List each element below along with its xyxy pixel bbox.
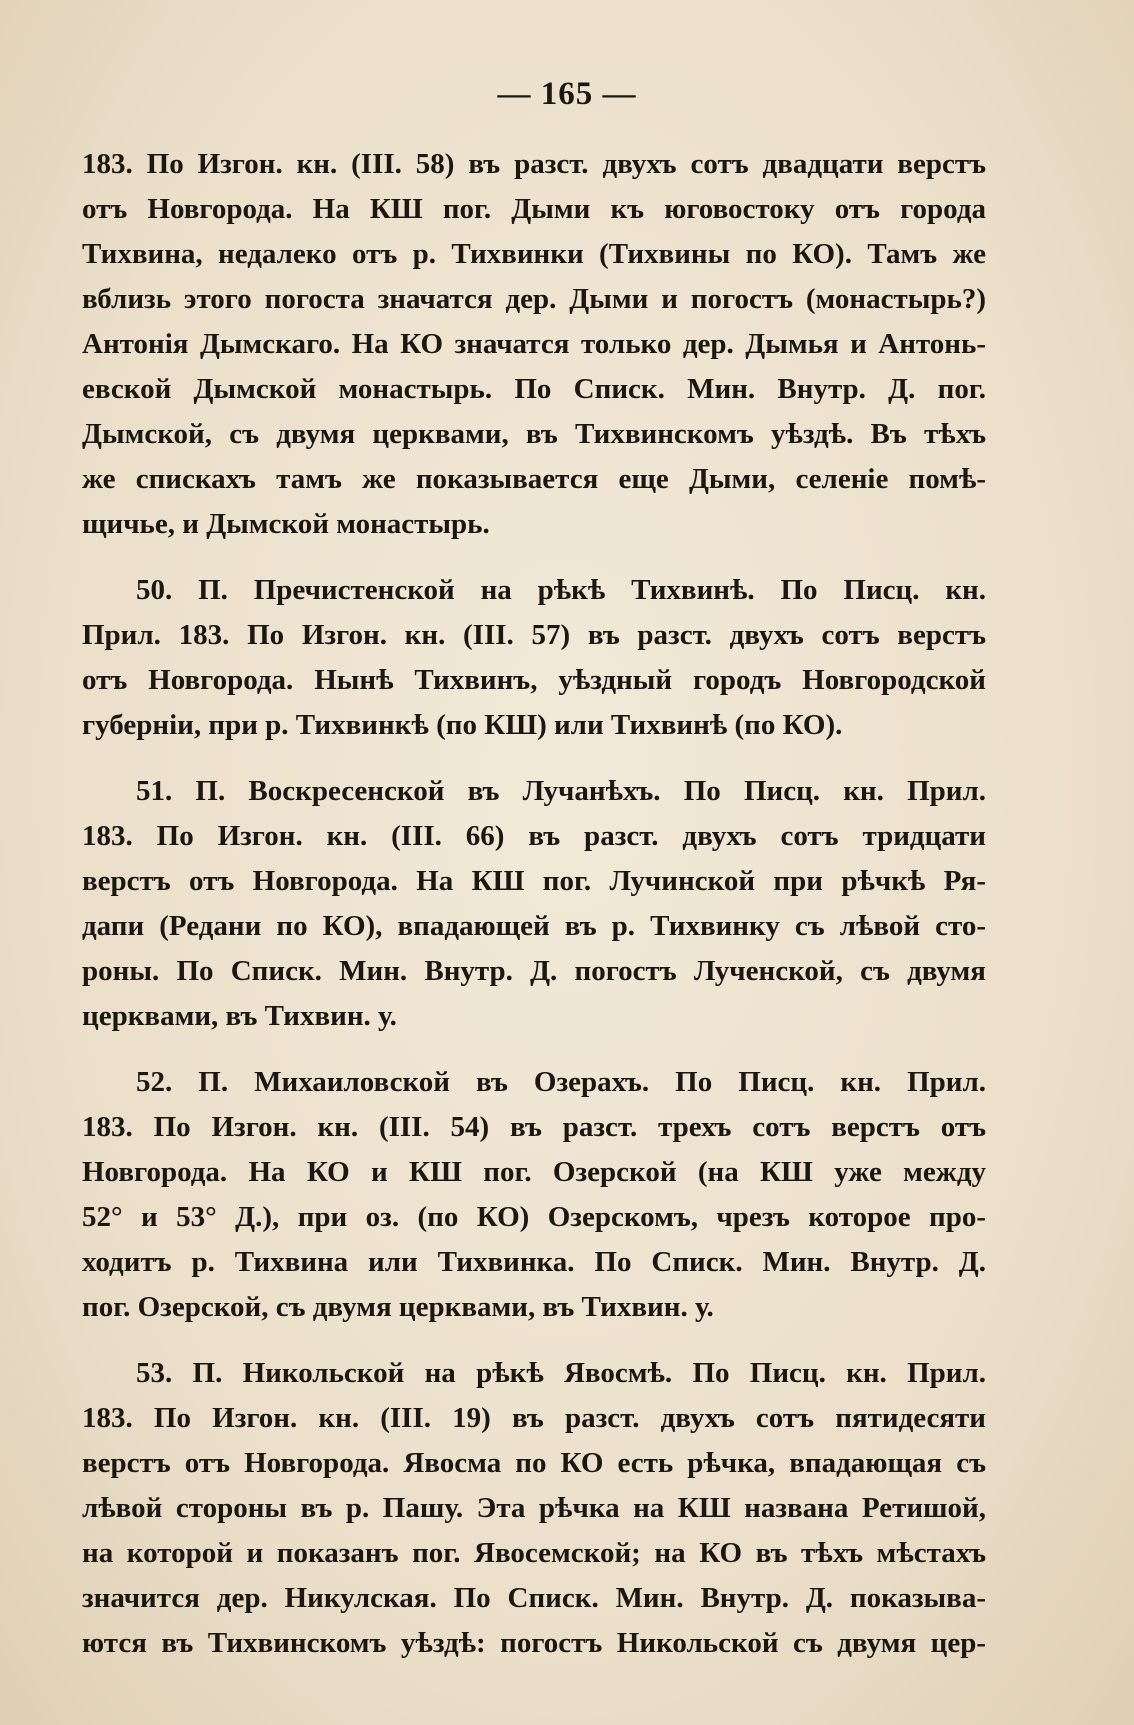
paragraph-first-line: 53. П. Никольской на рѣкѣ Явосмѣ. По Писц. кн. Прил. <box>136 1357 986 1389</box>
text-line: 183. По Изгон. кн. (III. 66) въ разст. двухъ сотъ тридцати <box>82 820 986 852</box>
text-line: ются въ Тихвинскомъ уѣздѣ: погостъ Никольской съ двумя цер- <box>82 1627 986 1659</box>
text-line: роны. По Списк. Мин. Внутр. Д. погостъ Лученской, съ двумя <box>82 955 986 987</box>
text-line: 183. По Изгон. кн. (III. 58) въ разст. двухъ сотъ двадцати верстъ <box>82 148 986 180</box>
text-line: Прил. 183. По Изгон. кн. (III. 57) въ разст. двухъ сотъ верстъ <box>82 619 986 651</box>
text-block <box>82 142 986 1666</box>
text-line: дапи (Редани по КО), впадающей въ р. Тихвинку съ лѣвой сто- <box>82 910 986 942</box>
text-line: верстъ отъ Новгорода. Явосма по КО есть рѣчка, впадающая съ <box>82 1447 986 1479</box>
text-line: Дымской, съ двумя церквами, въ Тихвинскомъ уѣздѣ. Въ тѣхъ <box>82 418 986 450</box>
text-line: лѣвой стороны въ р. Пашу. Эта рѣчка на КШ названа Ретишой, <box>82 1492 986 1524</box>
text-line: Тихвина, недалеко отъ р. Тихвинки (Тихвины по КО). Тамъ же <box>82 238 986 270</box>
paragraph-first-line: 52. П. Михаиловской въ Озерахъ. По Писц. кн. Прил. <box>136 1066 986 1098</box>
paragraph-first-line: 51. П. Воскресенской въ Лучанѣхъ. По Писц. кн. Прил. <box>136 775 986 807</box>
text-line: верстъ отъ Новгорода. На КШ пог. Лучинской при рѣчкѣ Ря- <box>82 865 986 897</box>
paragraph-first-line: 50. П. Пречистенской на рѣкѣ Тихвинѣ. По Писц. кн. <box>136 574 986 606</box>
text-line: отъ Новгорода. На КШ пог. Дыми къ юговостоку отъ города <box>82 193 986 225</box>
paragraph-gap <box>82 1039 986 1060</box>
text-line: вблизь этого погоста значатся дер. Дыми и погостъ (монастырь?) <box>82 283 986 315</box>
text-line: Новгорода. На КО и КШ пог. Озерской (на КШ уже между <box>82 1156 986 1188</box>
text-line: значится дер. Никулская. По Списк. Мин. Внутр. Д. показыва- <box>82 1582 986 1614</box>
text-line: 52° и 53° Д.), при оз. (по КО) Озерскомъ, чрезъ которое про- <box>82 1201 986 1233</box>
page-number: — 165 — <box>497 76 637 112</box>
text-line: церквами, въ Тихвин. у. <box>82 1000 397 1032</box>
text-line: Антонія Дымскаго. На КО значатся только дер. Дымья и Антонь- <box>82 328 986 360</box>
text-line: ходитъ р. Тихвина или Тихвинка. По Списк. Мин. Внутр. Д. <box>82 1246 986 1278</box>
text-line: губерніи, при р. Тихвинкѣ (по КШ) или Тихвинѣ (по КО). <box>82 709 843 741</box>
text-line: пог. Озерской, съ двумя церквами, въ Тихвин. у. <box>82 1291 714 1323</box>
paragraph-gap <box>82 1330 986 1351</box>
text-line: 183. По Изгон. кн. (III. 54) въ разст. трехъ сотъ верстъ отъ <box>82 1111 986 1143</box>
text-line: отъ Новгорода. Нынѣ Тихвинъ, уѣздный городъ Новгородской <box>82 664 986 696</box>
text-line: евской Дымской монастырь. По Списк. Мин. Внутр. Д. пог. <box>82 373 986 405</box>
text-line: щичье, и Дымской монастырь. <box>82 508 490 540</box>
text-line: 183. По Изгон. кн. (III. 19) въ разст. двухъ сотъ пятидесяти <box>82 1402 986 1434</box>
text-line: же спискахъ тамъ же показывается еще Дыми, селеніе помѣ- <box>82 463 986 495</box>
text-line: на которой и показанъ пог. Явосемской; на КО въ тѣхъ мѣстахъ <box>82 1537 986 1569</box>
paragraph-gap <box>82 547 986 568</box>
paragraph-gap <box>82 748 986 769</box>
